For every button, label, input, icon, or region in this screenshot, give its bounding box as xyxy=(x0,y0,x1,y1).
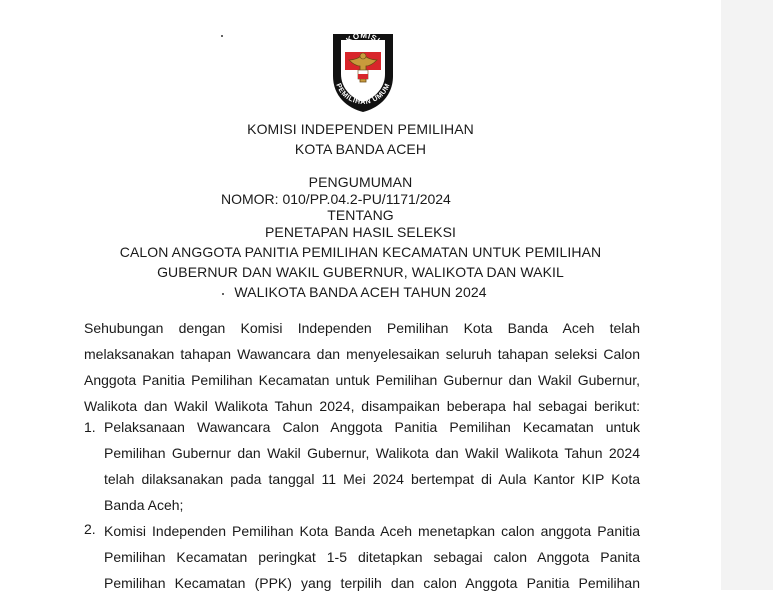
org-name-line1: KOMISI INDEPENDEN PEMILIHAN xyxy=(247,121,474,137)
intro-line: melaksanakan tahapan Wawancara dan menyelesaikan seluruh tahapan seleksi Calon xyxy=(84,346,640,362)
org-name-line2: KOTA BANDA ACEH xyxy=(294,141,427,157)
logo-bottom-text: PEMILIHAN UMUM xyxy=(334,82,392,107)
list-item-line: Pemilihan Kecamatan peringkat 1-5 ditetapkan sebagai calon Anggota Panita xyxy=(104,549,640,565)
announcement-about: TENTANG xyxy=(327,207,394,223)
intro-paragraph xyxy=(84,315,640,419)
announcement-subject-line1: PENETAPAN HASIL SELEKSI xyxy=(264,224,457,240)
announcement-subject-line4: WALIKOTA BANDA ACEH TAHUN 2024 xyxy=(234,284,487,300)
kpu-logo xyxy=(327,30,399,114)
list-item-line: Pemilihan Kecamatan (PPK) yang terpilih dan calon Anggota Panitia Pemilihan xyxy=(104,575,640,591)
intro-line: Anggota Panitia Pemilihan Kecamatan untuk Pemilihan Gubernur dan Wakil Gubernur, xyxy=(84,372,640,388)
list-item-1 xyxy=(104,414,640,518)
announcement-title: PENGUMUMAN xyxy=(308,174,413,190)
list-item-number: 1. xyxy=(84,419,96,435)
intro-line: Sehubungan dengan Komisi Independen Pemilihan Kota Banda Aceh telah xyxy=(84,320,640,336)
announcement-subject-line2: CALON ANGGOTA PANITIA PEMILIHAN KECAMATAN UNTUK PEMILIHAN xyxy=(119,244,602,260)
list-item-line: telah dilaksanakan pada tanggal 11 Mei 2024 bertempat di Aula Kantor KIP Kota xyxy=(104,471,640,487)
list-item-2 xyxy=(104,518,640,596)
list-item-line: Pelaksanaan Wawancara Calon Anggota Panitia Pemilihan Kecamatan untuk xyxy=(104,419,640,435)
page-margin-shadow xyxy=(721,0,773,590)
announcement-number: NOMOR: 010/PP.04.2-PU/1171/2024 xyxy=(221,191,451,207)
announcement-subject-line3: GUBERNUR DAN WAKIL GUBERNUR, WALIKOTA DAN WAKIL xyxy=(157,264,564,280)
intro-line: Walikota dan Wakil Walikota Tahun 2024, disampaikan beberapa hal sebagai berikut: xyxy=(84,398,640,414)
scan-speck xyxy=(221,35,223,37)
list-item-line: Pemilihan Gubernur dan Wakil Gubernur, Walikota dan Wakil Walikota Tahun 2024 xyxy=(104,445,640,461)
list-item-number: 2. xyxy=(84,521,96,537)
list-item-line: Banda Aceh; xyxy=(104,497,184,513)
list-item-line: Komisi Independen Pemilihan Kota Banda Aceh menetapkan calon anggota Panitia xyxy=(104,523,640,539)
logo-top-text: KOMISI xyxy=(344,30,382,45)
